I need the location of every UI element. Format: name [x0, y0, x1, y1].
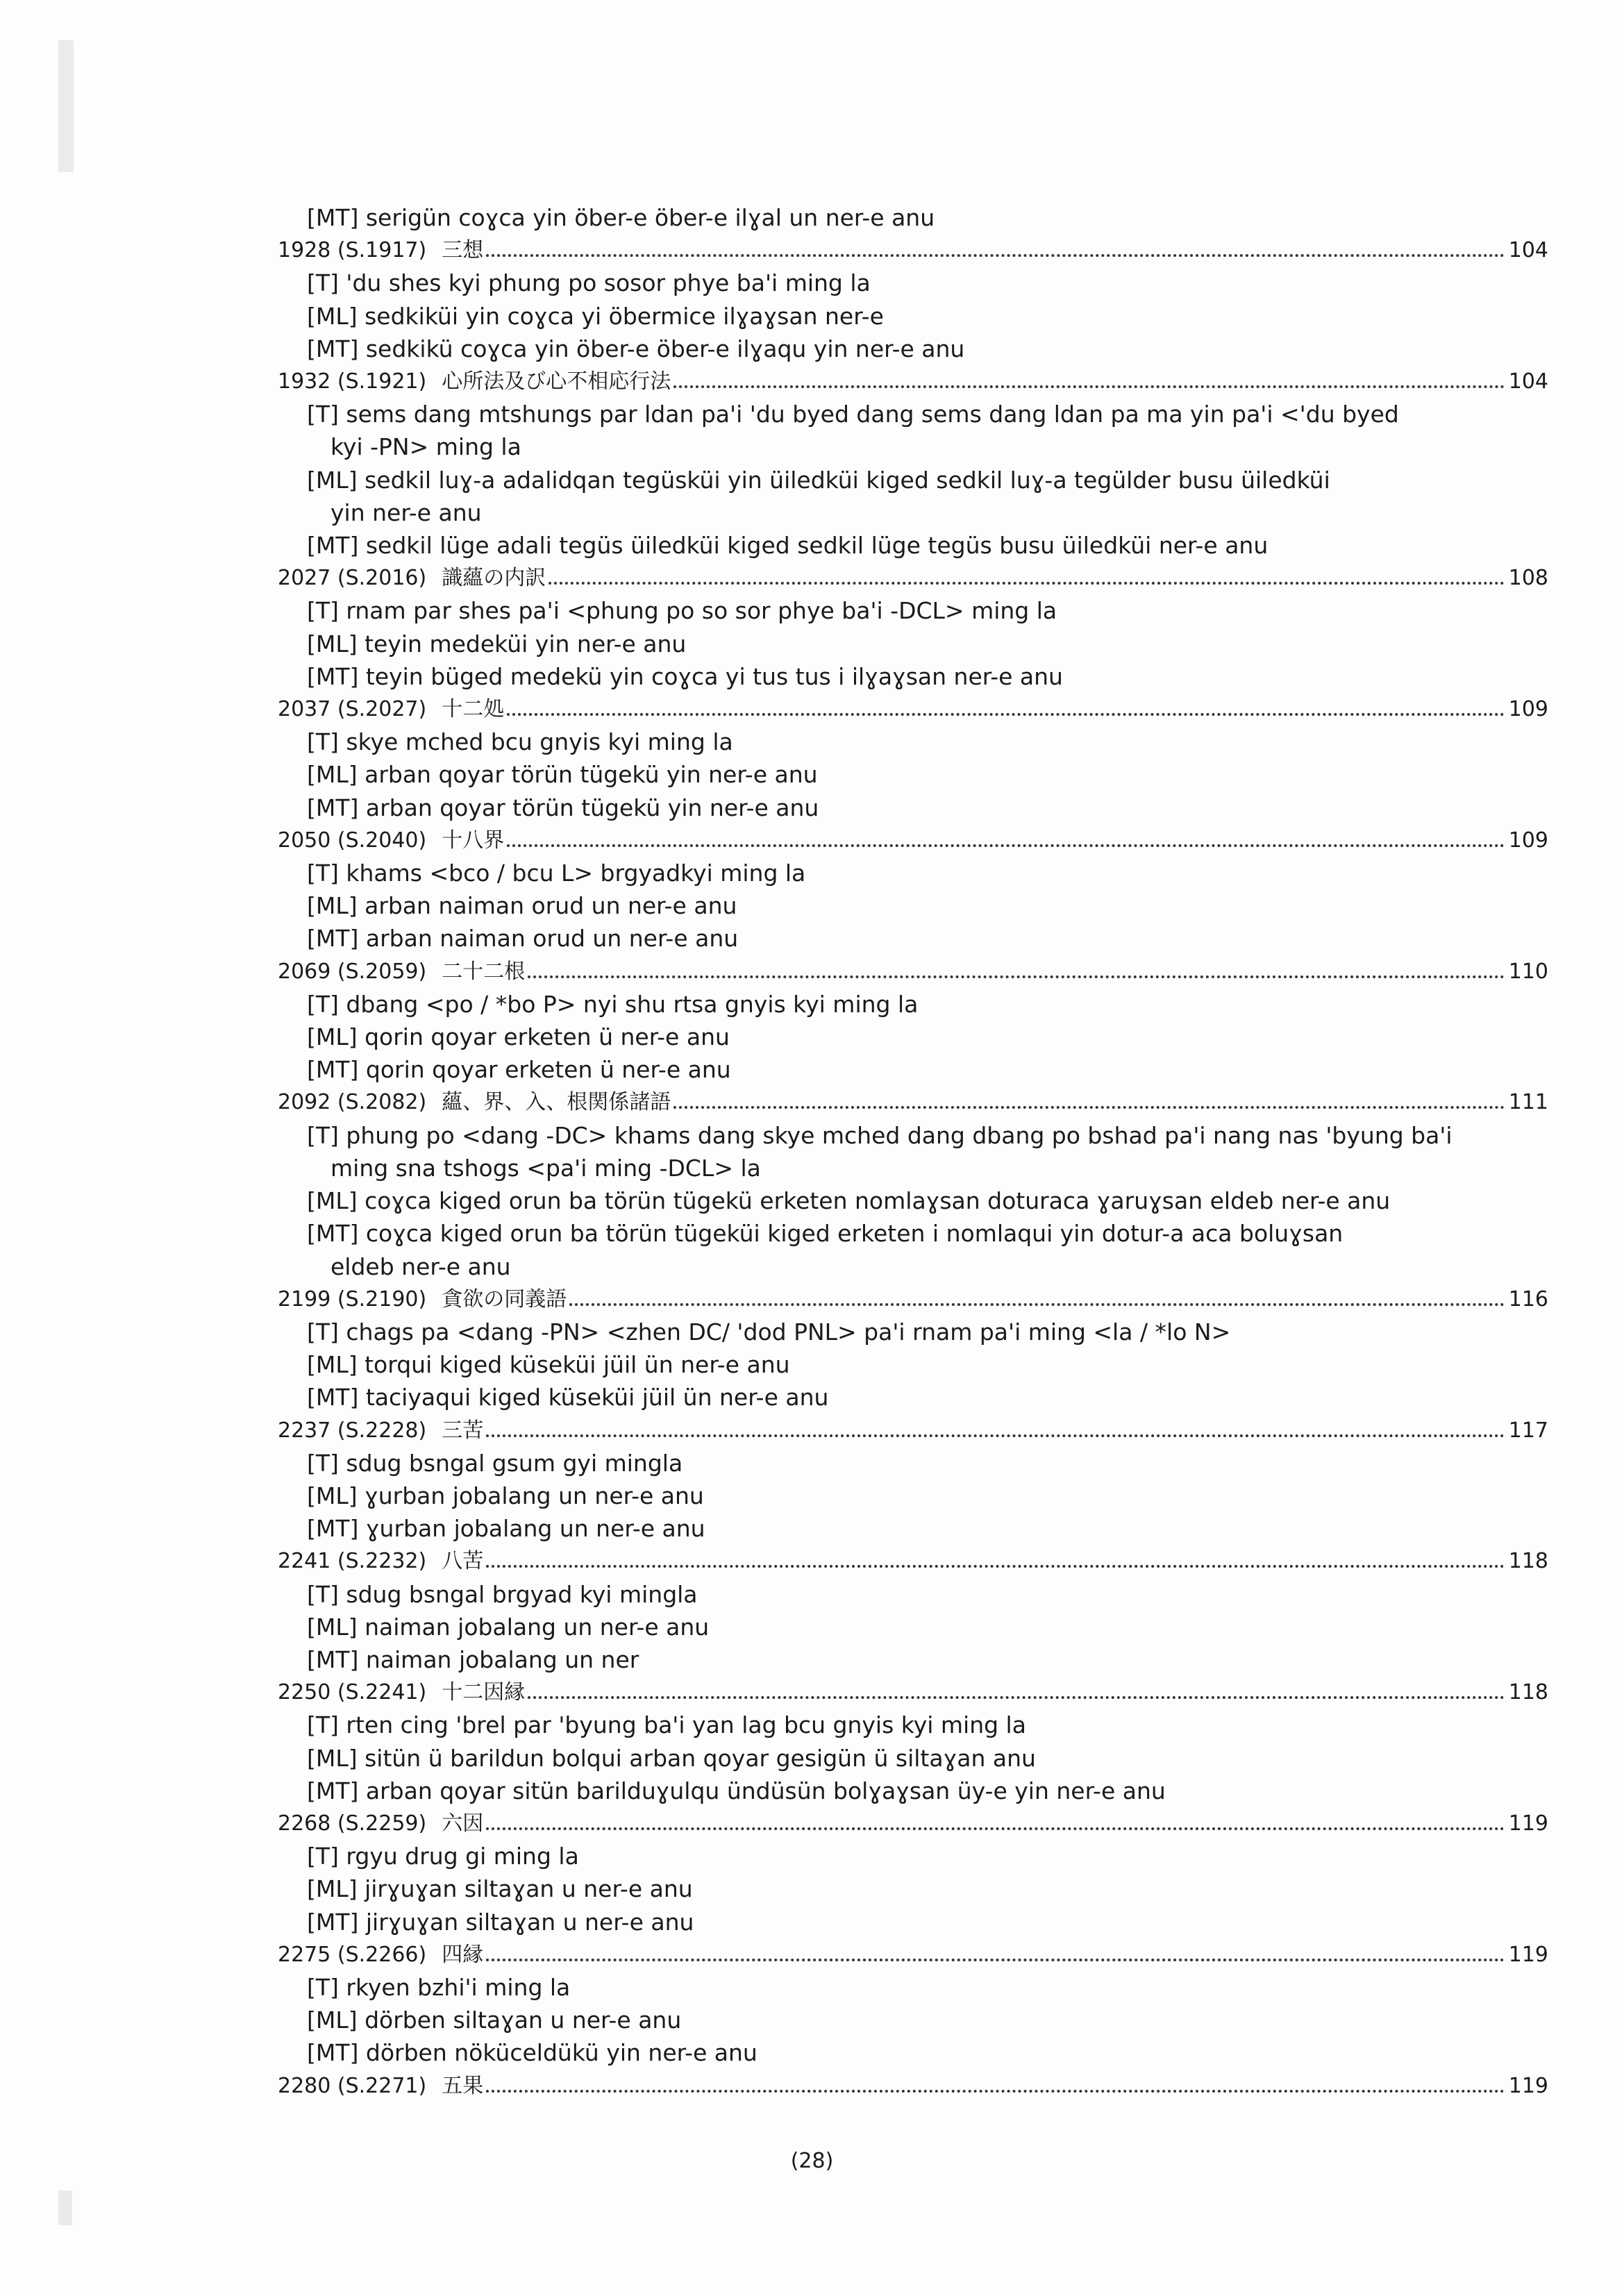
page-ref: 119: [1508, 1811, 1548, 1836]
entry-line: [ML] dörben siltaɣan u ner-e anu: [307, 2006, 682, 2034]
entry-line: [MT] arban qoyar sitün barilduɣulqu ündüsün bolɣaɣsan üy-e yin ner-e anu: [307, 1777, 1166, 1804]
entry-line: [T] sdug bsngal brgyad kyi mingla: [307, 1580, 698, 1608]
entry-title: 貪欲の同義語: [442, 1287, 567, 1312]
page-ref: 119: [1508, 2073, 1548, 2098]
entry-number: 2069 (S.2059): [278, 959, 427, 984]
line-text: [MT] coɣca kiged orun ba törün tügeküi kiged erketen i nomlaqui yin dotur-a aca boluɣsan: [307, 1220, 1343, 1248]
entry-line: [278, 1119, 1548, 1184]
entry-line: [ML] jirɣuɣan siltaɣan u ner-e anu: [307, 1875, 693, 1903]
entry-line: [MT] naiman jobalang un ner: [307, 1645, 639, 1673]
dot-leader: [673, 1106, 1505, 1109]
entry-line: [T] rten cing 'brel par 'byung ba'i yan lag bcu gnyis kyi ming la: [307, 1711, 1026, 1739]
entry-line: [MT] jirɣuɣan siltaɣan u ner-e anu: [307, 1908, 694, 1936]
entry-number: 2275 (S.2266): [278, 1942, 427, 1967]
entry-line: [T] chags pa <dang -PN> <zhen DC/ 'dod PNL> pa'i rnam pa'i ming <la / *lo N>: [307, 1318, 1231, 1346]
dot-leader: [486, 2090, 1505, 2093]
top-line: [MT] serigün coɣca yin öber-e öber-e ilɣal un ner-e anu: [307, 204, 935, 231]
entry-title: 八苦: [442, 1549, 484, 1574]
dot-leader: [507, 844, 1505, 847]
page-ref: 117: [1508, 1418, 1548, 1443]
page-ref: 109: [1508, 828, 1548, 853]
entry-title: 心所法及び心不相応行法: [442, 369, 671, 394]
entry-heading: [278, 365, 1548, 398]
entry-title: 蘊、界、入、根関係諸語: [442, 1090, 671, 1115]
entry-heading: [278, 824, 1548, 857]
entry-title: 四縁: [442, 1942, 484, 1967]
entry-heading: [278, 693, 1548, 726]
dot-leader: [528, 1696, 1505, 1699]
entry-heading: [278, 955, 1548, 988]
entry-heading: [278, 1676, 1548, 1709]
entry-number: 2280 (S.2271): [278, 2073, 427, 2098]
entry-heading: [278, 1545, 1548, 1577]
entry-number: 2027 (S.2016): [278, 566, 427, 591]
entry-line: [MT] sedkikü coɣca yin öber-e öber-e ilɣaqu yin ner-e anu: [307, 335, 965, 362]
page-ref: 119: [1508, 1942, 1548, 1967]
entry-line: [ML] coɣca kiged orun ba törün tügekü erketen nomlaɣsan doturaca ɣaruɣsan eldeb ner-e anu: [307, 1187, 1391, 1215]
entry-line: [T] dbang <po / *bo P> nyi shu rtsa gnyis kyi ming la: [307, 990, 919, 1018]
page-ref: 109: [1508, 697, 1548, 722]
entry-title: 二十二根: [442, 959, 526, 984]
entry-line: [278, 398, 1548, 463]
line-text: [ML] sedkil luɣ-a adalidqan tegüsküi yin üiledküi kiged sedkil luɣ-a tegülder busu üiledküi: [307, 466, 1330, 494]
page-content: [278, 201, 1548, 2102]
entry-line: [278, 1217, 1548, 1282]
dot-leader: [486, 1959, 1505, 1961]
entry-heading: [278, 1807, 1548, 1840]
entry-heading: [278, 1414, 1548, 1447]
entry-title: 六因: [442, 1811, 484, 1836]
line-text: [T] sems dang mtshungs par ldan pa'i 'du byed dang sems dang ldan pa ma yin pa'i <'du byed: [307, 401, 1399, 428]
entry-line: [MT] taciyaqui kiged küseküi jüil ün ner-e anu: [307, 1384, 829, 1411]
entry-line: [T] rkyen bzhi'i ming la: [307, 1973, 571, 2001]
margin-smudge: [58, 40, 74, 172]
entry-line: [MT] arban qoyar törün tügekü yin ner-e anu: [307, 794, 819, 821]
entry-line: [MT] ɣurban jobalang un ner-e anu: [307, 1515, 705, 1543]
entry-heading: [278, 1086, 1548, 1118]
entry-line: [T] rgyu drug gi ming la: [307, 1843, 579, 1870]
entry-title: 三想: [442, 238, 484, 263]
line-text: [T] phung po <dang -DC> khams dang skye mched dang dbang po bshad pa'i nang nas 'byung ba'i: [307, 1121, 1453, 1149]
line-continuation: yin ner-e anu: [330, 498, 482, 526]
dot-leader: [549, 582, 1505, 585]
entry-line: [ML] sitün ü barildun bolqui arban qoyar gesigün ü siltaɣan anu: [307, 1744, 1036, 1772]
entry-number: 2268 (S.2259): [278, 1811, 427, 1836]
entry-heading: [278, 562, 1548, 594]
entry-line: [T] 'du shes kyi phung po sosor phye ba'i ming la: [307, 269, 871, 297]
page-ref: 108: [1508, 566, 1548, 591]
entry-number: 2241 (S.2232): [278, 1549, 427, 1574]
entry-line: [ML] teyin medeküi yin ner-e anu: [307, 630, 687, 657]
entry-line: [ML] naiman jobalang un ner-e anu: [307, 1613, 710, 1641]
dot-leader: [569, 1303, 1505, 1306]
entry-line: [MT] arban naiman orud un ner-e anu: [307, 925, 739, 953]
entry-heading: [278, 2070, 1548, 2102]
line-continuation: kyi -PN> ming la: [330, 433, 521, 461]
dot-leader: [486, 1827, 1505, 1830]
dot-leader: [673, 385, 1505, 388]
entry-line: [MT] sedkil lüge adali tegüs üiledküi kiged sedkil lüge tegüs busu üiledküi ner-e anu: [307, 532, 1269, 560]
page-ref: 110: [1508, 959, 1548, 984]
page-ref: 104: [1508, 369, 1548, 394]
entry-title: 十八界: [442, 828, 505, 853]
dot-leader: [486, 1434, 1505, 1437]
entry-heading: [278, 1283, 1548, 1316]
entry-line: [T] rnam par shes pa'i <phung po so sor phye ba'i -DCL> ming la: [307, 597, 1057, 625]
page-ref: 118: [1508, 1680, 1548, 1705]
entry-line: [T] khams <bco / bcu L> brgyadkyi ming la: [307, 860, 806, 887]
entry-heading: [278, 1938, 1548, 1971]
dot-leader: [486, 254, 1505, 257]
dot-leader: [507, 713, 1505, 716]
entry-line: [MT] dörben nöküceldükü yin ner-e anu: [307, 2039, 757, 2067]
entry-line: [ML] qorin qoyar erketen ü ner-e anu: [307, 1023, 730, 1051]
entry-number: 2037 (S.2027): [278, 697, 427, 722]
entry-line: [T] skye mched bcu gnyis kyi ming la: [307, 728, 733, 756]
entry-heading: [278, 234, 1548, 267]
entry-line: [ML] arban qoyar törün tügekü yin ner-e anu: [307, 761, 818, 789]
page-ref: 116: [1508, 1287, 1548, 1312]
entry-number: 2199 (S.2190): [278, 1287, 427, 1312]
page-ref: 104: [1508, 238, 1548, 263]
entry-number: 2237 (S.2228): [278, 1418, 427, 1443]
entry-line: [ML] ɣurban jobalang un ner-e anu: [307, 1482, 704, 1509]
margin-smudge: [58, 2190, 72, 2225]
line-continuation: eldeb ner-e anu: [330, 1252, 511, 1280]
dot-leader: [486, 1565, 1505, 1568]
entry-title: 十二処: [442, 697, 505, 722]
entry-title: 五果: [442, 2073, 484, 2098]
entry-title: 十二因縁: [442, 1680, 526, 1705]
entry-line: [ML] arban naiman orud un ner-e anu: [307, 892, 737, 920]
entry-list: [278, 234, 1548, 2102]
entry-number: 2092 (S.2082): [278, 1090, 427, 1115]
entry-number: 1928 (S.1917): [278, 238, 427, 263]
entry-line: [T] sdug bsngal gsum gyi mingla: [307, 1449, 683, 1477]
page-ref: 118: [1508, 1549, 1548, 1574]
entry-line: [MT] teyin büged medekü yin coɣca yi tus tus i ilɣaɣsan ner-e anu: [307, 662, 1063, 690]
entry-line: [ML] sedkiküi yin coɣca yi öbermice ilɣaɣsan ner-e: [307, 302, 884, 330]
dot-leader: [528, 975, 1505, 978]
entry-number: 1932 (S.1921): [278, 369, 427, 394]
entry-title: 三苦: [442, 1418, 484, 1443]
entry-title: 識蘊の内訳: [442, 566, 546, 591]
page-number: (28): [790, 2149, 834, 2173]
line-continuation: ming sna tshogs <pa'i ming -DCL> la: [330, 1154, 761, 1182]
entry-line: [278, 464, 1548, 529]
entry-line: [MT] qorin qoyar erketen ü ner-e anu: [307, 1056, 731, 1084]
page-ref: 111: [1508, 1090, 1548, 1115]
entry-number: 2050 (S.2040): [278, 828, 427, 853]
entry-line: [ML] torqui kiged küseküi jüil ün ner-e anu: [307, 1351, 790, 1379]
entry-number: 2250 (S.2241): [278, 1680, 427, 1705]
